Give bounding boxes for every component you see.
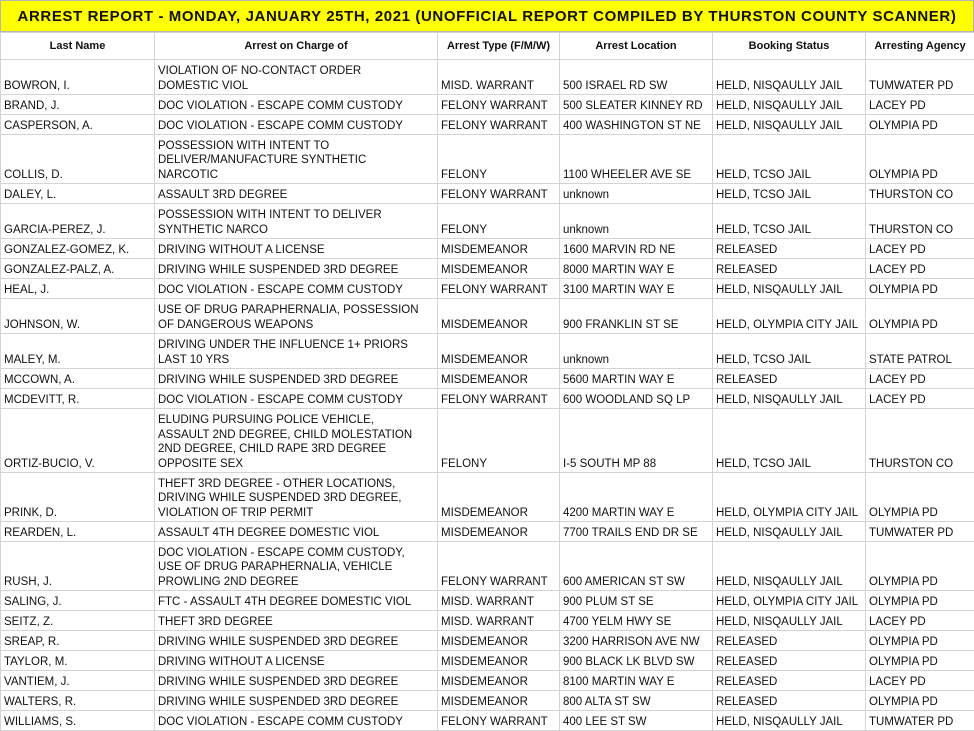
charge-line: DRIVING WHILE SUSPENDED 3RD DEGREE xyxy=(158,263,434,277)
cell-location: 1600 MARVIN RD NE xyxy=(560,239,713,259)
charge-line: ASSAULT 4TH DEGREE DOMESTIC VIOL xyxy=(158,526,434,540)
cell-last-name: VANTIEM, J. xyxy=(1,671,155,691)
table-row xyxy=(1,239,974,259)
cell-arrest-type: MISD. WARRANT xyxy=(438,611,560,631)
table-row xyxy=(1,473,974,522)
charge-line: OF DANGEROUS WEAPONS xyxy=(158,318,434,332)
table-row xyxy=(1,691,974,711)
cell-arrest-type: MISDEMEANOR xyxy=(438,631,560,651)
table-body xyxy=(1,60,974,731)
cell-last-name: SEITZ, Z. xyxy=(1,611,155,631)
cell-booking-status: RELEASED xyxy=(713,239,866,259)
cell-charge xyxy=(155,389,438,409)
arrest-table xyxy=(0,32,974,731)
cell-agency: OLYMPIA PD xyxy=(866,591,974,611)
cell-arrest-type: MISD. WARRANT xyxy=(438,591,560,611)
cell-location: unknown xyxy=(560,184,713,204)
cell-location: unknown xyxy=(560,204,713,239)
cell-booking-status: HELD, NISQAULLY JAIL xyxy=(713,115,866,135)
cell-charge xyxy=(155,631,438,651)
cell-agency: OLYMPIA PD xyxy=(866,542,974,591)
cell-arrest-type: FELONY WARRANT xyxy=(438,95,560,115)
cell-last-name: GARCIA-PEREZ, J. xyxy=(1,204,155,239)
cell-arrest-type: MISDEMEANOR xyxy=(438,651,560,671)
cell-location: 8100 MARTIN WAY E xyxy=(560,671,713,691)
cell-booking-status: RELEASED xyxy=(713,691,866,711)
charge-line: DOC VIOLATION - ESCAPE COMM CUSTODY xyxy=(158,99,434,113)
cell-location: 900 BLACK LK BLVD SW xyxy=(560,651,713,671)
charge-line: USE OF DRUG PARAPHERNALIA, POSSESSION xyxy=(158,303,434,317)
charge-line: DELIVER/MANUFACTURE SYNTHETIC xyxy=(158,153,434,167)
cell-agency: LACEY PD xyxy=(866,369,974,389)
cell-booking-status: HELD, NISQAULLY JAIL xyxy=(713,279,866,299)
cell-arrest-type: FELONY WARRANT xyxy=(438,711,560,731)
cell-charge xyxy=(155,409,438,473)
charge-line: DRIVING WHILE SUSPENDED 3RD DEGREE xyxy=(158,373,434,387)
cell-charge xyxy=(155,522,438,542)
table-row xyxy=(1,671,974,691)
col-header-arrest-type: Arrest Type (F/M/W) xyxy=(438,33,560,60)
cell-location: 4700 YELM HWY SE xyxy=(560,611,713,631)
table-row xyxy=(1,631,974,651)
cell-last-name: PRINK, D. xyxy=(1,473,155,522)
cell-last-name: GONZALEZ-PALZ, A. xyxy=(1,259,155,279)
cell-charge xyxy=(155,711,438,731)
col-header-booking-status: Booking Status xyxy=(713,33,866,60)
charge-line: DOMESTIC VIOL xyxy=(158,79,434,93)
cell-last-name: MCDEVITT, R. xyxy=(1,389,155,409)
cell-agency: OLYMPIA PD xyxy=(866,279,974,299)
charge-line: USE OF DRUG PARAPHERNALIA, VEHICLE xyxy=(158,560,434,574)
cell-agency: OLYMPIA PD xyxy=(866,299,974,334)
table-row xyxy=(1,591,974,611)
cell-location: 3200 HARRISON AVE NW xyxy=(560,631,713,651)
charge-line: DOC VIOLATION - ESCAPE COMM CUSTODY xyxy=(158,393,434,407)
cell-agency: OLYMPIA PD xyxy=(866,473,974,522)
cell-charge xyxy=(155,184,438,204)
cell-arrest-type: FELONY WARRANT xyxy=(438,389,560,409)
cell-location: 4200 MARTIN WAY E xyxy=(560,473,713,522)
cell-agency: LACEY PD xyxy=(866,259,974,279)
table-row xyxy=(1,611,974,631)
charge-line: NARCOTIC xyxy=(158,168,434,182)
charge-line: DRIVING WITHOUT A LICENSE xyxy=(158,655,434,669)
cell-last-name: DALEY, L. xyxy=(1,184,155,204)
cell-booking-status: HELD, OLYMPIA CITY JAIL xyxy=(713,473,866,522)
cell-last-name: BRAND, J. xyxy=(1,95,155,115)
cell-last-name: GONZALEZ-GOMEZ, K. xyxy=(1,239,155,259)
cell-booking-status: HELD, NISQAULLY JAIL xyxy=(713,389,866,409)
cell-last-name: HEAL, J. xyxy=(1,279,155,299)
charge-line: POSSESSION WITH INTENT TO DELIVER xyxy=(158,208,434,222)
table-row xyxy=(1,115,974,135)
report-title: ARREST REPORT - MONDAY, JANUARY 25TH, 2021 (UNOFFICIAL REPORT COMPILED BY THURSTON COUNTY SCANNER) xyxy=(0,0,974,32)
cell-arrest-type: MISDEMEANOR xyxy=(438,691,560,711)
table-row xyxy=(1,279,974,299)
cell-arrest-type: FELONY WARRANT xyxy=(438,184,560,204)
cell-agency: THURSTON CO xyxy=(866,184,974,204)
cell-agency: LACEY PD xyxy=(866,239,974,259)
cell-charge xyxy=(155,239,438,259)
charge-line: DOC VIOLATION - ESCAPE COMM CUSTODY xyxy=(158,283,434,297)
charge-line: DRIVING WHILE SUSPENDED 3RD DEGREE, xyxy=(158,491,434,505)
cell-charge xyxy=(155,334,438,369)
cell-charge xyxy=(155,651,438,671)
cell-last-name: MCCOWN, A. xyxy=(1,369,155,389)
cell-agency: LACEY PD xyxy=(866,389,974,409)
cell-location: 5600 MARTIN WAY E xyxy=(560,369,713,389)
charge-line: DRIVING WHILE SUSPENDED 3RD DEGREE xyxy=(158,635,434,649)
cell-agency: OLYMPIA PD xyxy=(866,631,974,651)
cell-charge xyxy=(155,279,438,299)
table-row xyxy=(1,334,974,369)
cell-arrest-type: MISDEMEANOR xyxy=(438,522,560,542)
cell-charge xyxy=(155,135,438,184)
cell-booking-status: RELEASED xyxy=(713,631,866,651)
cell-arrest-type: MISDEMEANOR xyxy=(438,299,560,334)
col-header-agency: Arresting Agency xyxy=(866,33,974,60)
cell-last-name: BOWRON, I. xyxy=(1,60,155,95)
cell-charge xyxy=(155,671,438,691)
charge-line: ASSAULT 2ND DEGREE, CHILD MOLESTATION xyxy=(158,428,434,442)
cell-location: 1100 WHEELER AVE SE xyxy=(560,135,713,184)
cell-charge xyxy=(155,369,438,389)
cell-booking-status: HELD, TCSO JAIL xyxy=(713,184,866,204)
cell-booking-status: HELD, NISQAULLY JAIL xyxy=(713,611,866,631)
charge-line: DRIVING WHILE SUSPENDED 3RD DEGREE xyxy=(158,695,434,709)
charge-line: PROWLING 2ND DEGREE xyxy=(158,575,434,589)
table-row xyxy=(1,184,974,204)
col-header-location: Arrest Location xyxy=(560,33,713,60)
cell-charge xyxy=(155,95,438,115)
cell-last-name: RUSH, J. xyxy=(1,542,155,591)
charge-line: DOC VIOLATION - ESCAPE COMM CUSTODY xyxy=(158,715,434,729)
cell-booking-status: HELD, NISQAULLY JAIL xyxy=(713,60,866,95)
table-row xyxy=(1,409,974,473)
charge-line: DRIVING WITHOUT A LICENSE xyxy=(158,243,434,257)
charge-line: THEFT 3RD DEGREE - OTHER LOCATIONS, xyxy=(158,477,434,491)
cell-agency: LACEY PD xyxy=(866,611,974,631)
header-row xyxy=(1,33,974,60)
charge-line: LAST 10 YRS xyxy=(158,353,434,367)
cell-last-name: MALEY, M. xyxy=(1,334,155,369)
cell-last-name: SREAP, R. xyxy=(1,631,155,651)
cell-location: unknown xyxy=(560,334,713,369)
charge-line: ELUDING PURSUING POLICE VEHICLE, xyxy=(158,413,434,427)
cell-booking-status: RELEASED xyxy=(713,369,866,389)
cell-last-name: JOHNSON, W. xyxy=(1,299,155,334)
cell-charge xyxy=(155,542,438,591)
charge-line: POSSESSION WITH INTENT TO xyxy=(158,139,434,153)
cell-last-name: CASPERSON, A. xyxy=(1,115,155,135)
cell-charge xyxy=(155,60,438,95)
cell-arrest-type: MISDEMEANOR xyxy=(438,473,560,522)
cell-agency: STATE PATROL xyxy=(866,334,974,369)
cell-arrest-type: MISDEMEANOR xyxy=(438,671,560,691)
cell-arrest-type: FELONY WARRANT xyxy=(438,542,560,591)
cell-booking-status: RELEASED xyxy=(713,671,866,691)
table-row xyxy=(1,60,974,95)
cell-location: 500 ISRAEL RD SW xyxy=(560,60,713,95)
cell-booking-status: HELD, TCSO JAIL xyxy=(713,135,866,184)
table-row xyxy=(1,651,974,671)
cell-agency: TUMWATER PD xyxy=(866,60,974,95)
col-header-last-name: Last Name xyxy=(1,33,155,60)
cell-last-name: REARDEN, L. xyxy=(1,522,155,542)
cell-location: 500 SLEATER KINNEY RD xyxy=(560,95,713,115)
cell-location: 8000 MARTIN WAY E xyxy=(560,259,713,279)
cell-agency: TUMWATER PD xyxy=(866,522,974,542)
charge-line: ASSAULT 3RD DEGREE xyxy=(158,188,434,202)
table-row xyxy=(1,204,974,239)
cell-arrest-type: FELONY xyxy=(438,204,560,239)
cell-location: 800 ALTA ST SW xyxy=(560,691,713,711)
charge-line: DOC VIOLATION - ESCAPE COMM CUSTODY xyxy=(158,119,434,133)
cell-booking-status: RELEASED xyxy=(713,651,866,671)
cell-arrest-type: MISDEMEANOR xyxy=(438,369,560,389)
cell-agency: OLYMPIA PD xyxy=(866,135,974,184)
table-row xyxy=(1,369,974,389)
cell-agency: THURSTON CO xyxy=(866,204,974,239)
cell-charge xyxy=(155,115,438,135)
cell-location: 3100 MARTIN WAY E xyxy=(560,279,713,299)
table-row xyxy=(1,299,974,334)
cell-charge xyxy=(155,591,438,611)
cell-last-name: ORTIZ-BUCIO, V. xyxy=(1,409,155,473)
cell-last-name: WILLIAMS, S. xyxy=(1,711,155,731)
charge-line: THEFT 3RD DEGREE xyxy=(158,615,434,629)
cell-agency: LACEY PD xyxy=(866,95,974,115)
cell-arrest-type: FELONY WARRANT xyxy=(438,279,560,299)
cell-agency: TUMWATER PD xyxy=(866,711,974,731)
table-row xyxy=(1,522,974,542)
cell-agency: OLYMPIA PD xyxy=(866,691,974,711)
table-row xyxy=(1,711,974,731)
cell-agency: OLYMPIA PD xyxy=(866,115,974,135)
cell-arrest-type: MISDEMEANOR xyxy=(438,259,560,279)
charge-line: FTC - ASSAULT 4TH DEGREE DOMESTIC VIOL xyxy=(158,595,434,609)
cell-charge xyxy=(155,691,438,711)
cell-arrest-type: MISDEMEANOR xyxy=(438,334,560,369)
charge-line: 2ND DEGREE, CHILD RAPE 3RD DEGREE xyxy=(158,442,434,456)
cell-booking-status: HELD, NISQAULLY JAIL xyxy=(713,542,866,591)
charge-line: VIOLATION OF NO-CONTACT ORDER xyxy=(158,64,434,78)
cell-location: 400 LEE ST SW xyxy=(560,711,713,731)
cell-last-name: SALING, J. xyxy=(1,591,155,611)
charge-line: DOC VIOLATION - ESCAPE COMM CUSTODY, xyxy=(158,546,434,560)
table-row xyxy=(1,389,974,409)
cell-arrest-type: MISD. WARRANT xyxy=(438,60,560,95)
cell-location: 900 PLUM ST SE xyxy=(560,591,713,611)
cell-last-name: WALTERS, R. xyxy=(1,691,155,711)
table-row xyxy=(1,135,974,184)
cell-booking-status: HELD, TCSO JAIL xyxy=(713,334,866,369)
table-row xyxy=(1,95,974,115)
charge-line: SYNTHETIC NARCO xyxy=(158,223,434,237)
cell-charge xyxy=(155,611,438,631)
cell-booking-status: HELD, NISQAULLY JAIL xyxy=(713,95,866,115)
charge-line: DRIVING UNDER THE INFLUENCE 1+ PRIORS xyxy=(158,338,434,352)
charge-line: VIOLATION OF TRIP PERMIT xyxy=(158,506,434,520)
cell-booking-status: HELD, NISQAULLY JAIL xyxy=(713,711,866,731)
cell-booking-status: HELD, OLYMPIA CITY JAIL xyxy=(713,299,866,334)
cell-location: I-5 SOUTH MP 88 xyxy=(560,409,713,473)
cell-arrest-type: MISDEMEANOR xyxy=(438,239,560,259)
cell-arrest-type: FELONY xyxy=(438,135,560,184)
col-header-charge: Arrest on Charge of xyxy=(155,33,438,60)
cell-location: 7700 TRAILS END DR SE xyxy=(560,522,713,542)
cell-location: 900 FRANKLIN ST SE xyxy=(560,299,713,334)
cell-charge xyxy=(155,473,438,522)
cell-location: 600 WOODLAND SQ LP xyxy=(560,389,713,409)
cell-charge xyxy=(155,259,438,279)
cell-agency: OLYMPIA PD xyxy=(866,651,974,671)
cell-location: 600 AMERICAN ST SW xyxy=(560,542,713,591)
cell-arrest-type: FELONY xyxy=(438,409,560,473)
cell-last-name: COLLIS, D. xyxy=(1,135,155,184)
cell-booking-status: HELD, OLYMPIA CITY JAIL xyxy=(713,591,866,611)
cell-agency: THURSTON CO xyxy=(866,409,974,473)
cell-booking-status: HELD, NISQAULLY JAIL xyxy=(713,522,866,542)
cell-charge xyxy=(155,299,438,334)
charge-line: OPPOSITE SEX xyxy=(158,457,434,471)
cell-booking-status: HELD, TCSO JAIL xyxy=(713,204,866,239)
cell-booking-status: HELD, TCSO JAIL xyxy=(713,409,866,473)
table-row xyxy=(1,259,974,279)
cell-charge xyxy=(155,204,438,239)
cell-arrest-type: FELONY WARRANT xyxy=(438,115,560,135)
cell-last-name: TAYLOR, M. xyxy=(1,651,155,671)
cell-location: 400 WASHINGTON ST NE xyxy=(560,115,713,135)
cell-booking-status: RELEASED xyxy=(713,259,866,279)
cell-agency: LACEY PD xyxy=(866,671,974,691)
table-row xyxy=(1,542,974,591)
charge-line: DRIVING WHILE SUSPENDED 3RD DEGREE xyxy=(158,675,434,689)
